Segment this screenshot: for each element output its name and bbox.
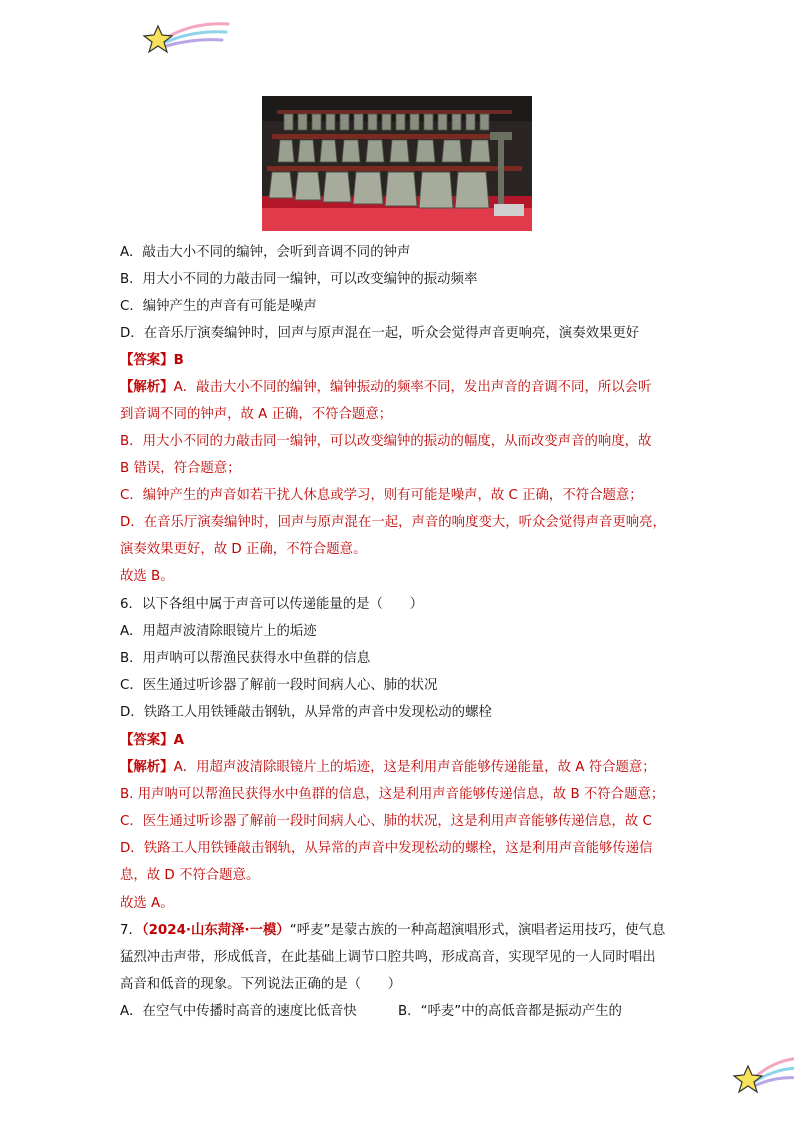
q7-option-b: B．“呼麦”中的高低音都是振动产生的 (398, 1004, 622, 1019)
q7-option-a: A．在空气中传播时高音的速度比低音快 (120, 1004, 357, 1019)
q6-answer: 【答案】A (120, 733, 184, 748)
q6-analysis-line: B. 用声呐可以帮渔民获得水中鱼群的信息，这是利用声音能够传递信息，故 B 不符合题意； (120, 787, 665, 802)
q5-analysis-line: B 错误，符合题意； (120, 461, 241, 476)
q7-stem-line: 7．（2024·山东菏泽·一模）“呼麦”是蒙古族的一种高超演唱形式，演唱者运用技巧，使气息 (120, 923, 666, 938)
shooting-star-icon (138, 18, 230, 60)
q6-conclusion: 故选 A。 (120, 896, 174, 911)
q5-analysis-line: 演奏效果更好，故 D 正确，不符合题意。 (120, 542, 367, 557)
q5-option-b: B．用大小不同的力敲击同一编钟，可以改变编钟的振动频率 (120, 272, 478, 287)
q6-stem: 6．以下各组中属于声音可以传递能量的是（ ） (120, 597, 424, 612)
bianzhong-chime-bells-image (262, 96, 532, 231)
q5-analysis-line: C．编钟产生的声音如若干扰人休息或学习，则有可能是噪声，故 C 正确，不符合题意； (120, 488, 643, 503)
q6-option-a: A．用超声波清除眼镜片上的垢迹 (120, 624, 317, 639)
q5-analysis-line: 【解析】A．敲击大小不同的编钟，编钟振动的频率不同，发出声音的音调不同，所以会听 (120, 380, 652, 395)
shooting-star-icon (730, 1050, 794, 1098)
q6-analysis-line: 【解析】A．用超声波清除眼镜片上的垢迹，这是利用声音能够传递能量，故 A 符合题意； (120, 760, 656, 775)
q7-stem-line: 猛烈冲击声带，形成低音，在此基础上调节口腔共鸣，形成高音，实现罕见的一人同时唱出 (120, 950, 656, 965)
q5-option-a: A．敲击大小不同的编钟，会听到音调不同的钟声 (120, 245, 411, 260)
q5-option-c: C．编钟产生的声音有可能是噪声 (120, 299, 317, 314)
q5-option-d: D．在音乐厅演奏编钟时，回声与原声混在一起，听众会觉得声音更响亮，演奏效果更好 (120, 326, 640, 341)
q6-option-b: B．用声呐可以帮渔民获得水中鱼群的信息 (120, 651, 371, 666)
q5-analysis-line: B．用大小不同的力敲击同一编钟，可以改变编钟的振动的幅度，从而改变声音的响度，故 (120, 434, 652, 449)
q5-analysis-line: D．在音乐厅演奏编钟时，回声与原声混在一起，声音的响度变大，听众会觉得声音更响亮， (120, 515, 666, 530)
q5-analysis-line: 到音调不同的钟声，故 A 正确，不符合题意； (120, 407, 393, 422)
q7-stem-line: 高音和低音的现象。下列说法正确的是（ ） (120, 977, 402, 992)
q5-conclusion: 故选 B。 (120, 569, 174, 584)
q6-option-d: D．铁路工人用铁锤敲击钢轨，从异常的声音中发现松动的螺栓 (120, 705, 492, 720)
q5-answer: 【答案】B (120, 353, 184, 368)
q7-source: （2024·山东菏泽·一模） (141, 923, 290, 938)
q6-analysis-line: D．铁路工人用铁锤敲击钢轨，从异常的声音中发现松动的螺栓，这是利用声音能够传递信 (120, 841, 653, 856)
q6-analysis-line: 息，故 D 不符合题意。 (120, 868, 260, 883)
q6-option-c: C．医生通过听诊器了解前一段时间病人心、肺的状况 (120, 678, 438, 693)
q6-analysis-line: C．医生通过听诊器了解前一段时间病人心、肺的状况，这是利用声音能够传递信息，故 C (120, 814, 652, 829)
